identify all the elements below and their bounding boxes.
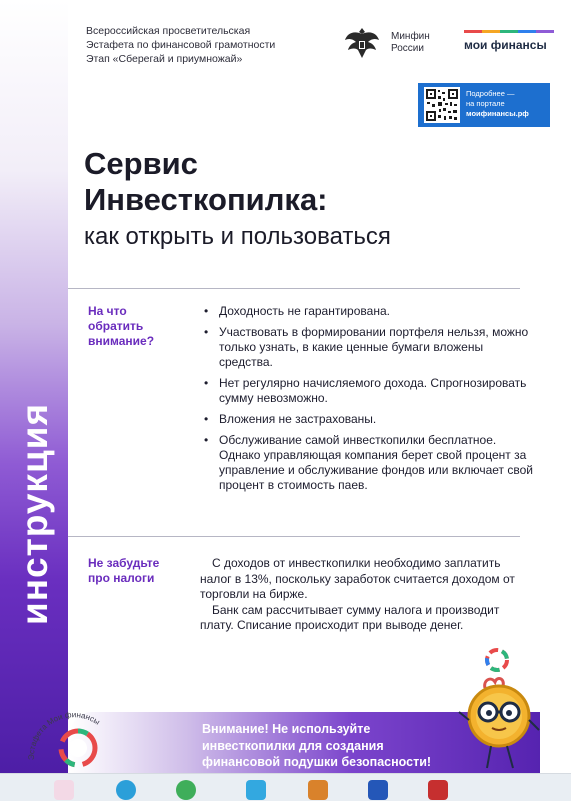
taskbar-app-icon[interactable] (54, 780, 74, 800)
portal-line-2: на портале (466, 99, 505, 108)
taxes-label-line-1: Не забудьте (88, 556, 160, 570)
attention-label (88, 304, 154, 349)
brand-logo (464, 30, 554, 52)
brand-bar-segment (464, 30, 482, 33)
warning-text (202, 721, 431, 771)
section-divider-bottom (68, 536, 520, 537)
taskbar-app-icon[interactable] (246, 780, 266, 800)
attention-label-line-3: внимание? (88, 334, 155, 348)
brand-bar-segment (500, 30, 518, 33)
section-divider-top (68, 288, 520, 289)
attention-label-line-2: обратить (88, 319, 144, 333)
coin-mascot-icon (455, 672, 545, 773)
portal-link-banner[interactable] (418, 83, 550, 127)
portal-line-1: Подробнее — (466, 89, 515, 98)
event-header (86, 24, 275, 66)
brand-name: мои финансы (464, 38, 547, 52)
taxes-text (200, 556, 520, 634)
list-item: • Обслуживание самой инвесткопилки бесплатное. Однако управляющая компания берет свой процент за управление и обслуживание фондов или включает свой процент в стоимость паев. (204, 433, 534, 493)
list-item: • Участвовать в формировании портфеля нельзя, можно только узнать, в какие ценные бумаги вложены средства. (204, 325, 534, 370)
warning-line-3: финансовой подушки безопасности! (202, 755, 432, 769)
brand-bar-segment (518, 30, 536, 33)
attention-label-line-1: На что (88, 304, 127, 318)
brand-bar-segment (482, 30, 500, 33)
warning-line-2: инвесткопилки для создания (202, 738, 384, 753)
vertical-title: инструкция (14, 402, 55, 626)
header-line-3: Этап «Сберегай и приумножай» (86, 53, 243, 65)
taskbar-app-icon[interactable] (368, 780, 388, 800)
ring-logo-icon (482, 645, 512, 675)
header-line-1: Всероссийская просветительская (86, 25, 251, 37)
ministry-name (391, 31, 430, 55)
ministry-line-2: России (391, 43, 424, 54)
folder-icon[interactable] (308, 780, 328, 800)
portal-link-text[interactable] (466, 89, 529, 119)
taxes-paragraph-2: Банк сам рассчитывает сумму налога и производит плату. Списание происходит при выводе денег. (200, 602, 500, 632)
relay-stamp-logo (22, 690, 122, 773)
ministry-line-1: Минфин (391, 31, 430, 42)
brand-bar-segment (536, 30, 554, 33)
header-line-2: Эстафета по финансовой грамотности (86, 39, 276, 51)
svg-text:Эстафета Мои финансы: Эстафета Мои финансы (26, 710, 102, 761)
taskbar-app-icon[interactable] (176, 780, 196, 800)
browser-icon[interactable] (116, 780, 136, 800)
taxes-label-line-2: про налоги (88, 571, 155, 585)
taxes-paragraph-1: С доходов от инвесткопилки необходимо заплатить налог в 13%, поскольку заработок считается доходом от торговли на бирже. (200, 556, 515, 601)
page-title-line-1: Сервис (84, 146, 198, 181)
list-item: • Доходность не гарантирована. (204, 304, 534, 319)
list-item: • Вложения не застрахованы. (204, 412, 534, 427)
taskbar-app-icon[interactable] (428, 780, 448, 800)
attention-list (204, 304, 534, 499)
warning-line-1: Внимание! Не используйте (202, 722, 371, 736)
eagle-emblem-icon (343, 24, 381, 64)
page-subtitle: как открыть и пользоваться (84, 223, 391, 250)
page-title-line-2: Инвесткопилка: (84, 182, 328, 217)
taxes-label (88, 556, 159, 586)
list-item: • Нет регулярно начисляемого дохода. Спрогнозировать сумму невозможно. (204, 376, 534, 406)
portal-url[interactable]: моифинансы.рф (466, 109, 529, 118)
taskbar (0, 773, 571, 801)
brand-color-bar (464, 30, 554, 33)
qr-code-icon[interactable] (424, 87, 460, 123)
sidebar-band (0, 0, 68, 773)
